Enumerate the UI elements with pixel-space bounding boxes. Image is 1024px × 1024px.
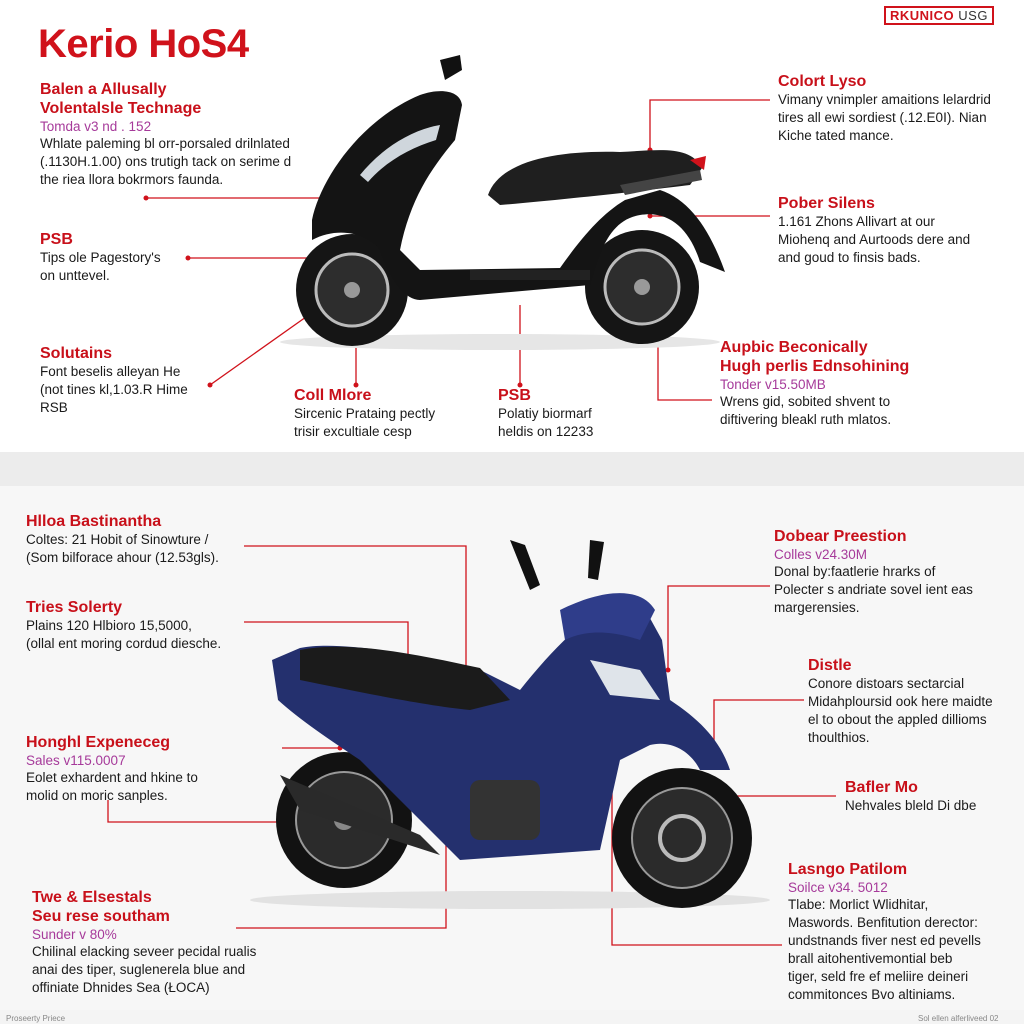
callout-text: tiger, seld fre ef meliire deineri [788, 969, 969, 984]
callout-top-2 [40, 230, 200, 285]
callout-text: Polatiy biormarf [498, 406, 592, 421]
callout-subtitle: Sunder v 80% [32, 927, 117, 942]
callout-text: RSB [40, 400, 68, 415]
logo-brand: RKUNICO [890, 8, 955, 23]
callout-heading: Seu rese southam [32, 908, 170, 925]
callout-text: Sircenic Prataing pectly [294, 406, 436, 421]
callout-text: Miohenq and Aurtoods dere and [778, 232, 971, 247]
callout-bottom-1 [26, 512, 256, 567]
callout-bottom-5 [774, 527, 1014, 617]
callout-top-5 [498, 386, 658, 441]
callout-heading: Colort Lyso [778, 73, 867, 90]
callout-text: on unttevel. [40, 268, 110, 283]
callout-heading: PSB [498, 387, 531, 404]
callout-text: commitonces Bvo altiniams. [788, 987, 956, 1002]
callout-heading: Volentalsle Technage [40, 100, 202, 117]
callout-text: tires all ewi sordiest (.12.E0I). Nian [778, 110, 987, 125]
callout-heading: Distle [808, 657, 852, 674]
callout-heading: Solutains [40, 345, 113, 362]
callout-text: diftivering bleakl ruth mlatos. [720, 412, 892, 427]
callout-text: brall aitohentivemontial beb [788, 951, 953, 966]
callout-text: Chilinal elacking seveer pecidal rualis [32, 944, 257, 959]
callout-subtitle: Soilce v34. 5012 [788, 880, 888, 895]
footer-left: Proseerty Priece [6, 1014, 66, 1023]
callout-text: anai des tiper, suglenerela blue and [32, 962, 246, 977]
callout-heading: Bafler Mo [845, 779, 918, 796]
callout-text: (ollal ent moring cordud diesche. [26, 636, 222, 651]
callout-top-3 [40, 344, 220, 417]
footer-right: Sol ellen alferliveed 02 [918, 1014, 999, 1023]
callout-heading: Pober Silens [778, 195, 875, 212]
callout-bottom-7 [845, 778, 1015, 815]
callout-subtitle: Tomda v3 nd . 152 [40, 119, 152, 134]
callout-text: undstnands fiver nest ed pevells [788, 933, 981, 948]
callout-text: the riea llora bokrmors faunda. [40, 172, 224, 187]
callout-subtitle: Colles v24.30M [774, 547, 868, 562]
callout-heading: Tries Solerty [26, 599, 123, 616]
callout-heading: Hlloa Bastinantha [26, 513, 162, 530]
scooter-image [280, 55, 725, 350]
callout-bottom-4 [32, 888, 292, 997]
callout-text: molid on moric sanples. [26, 788, 168, 803]
callout-heading: Dobear Preestion [774, 528, 907, 545]
callout-text: Coltes: 21 Hobit of Sinowture / [26, 532, 209, 547]
callout-text: (.1130H.1.00) ons trutigh tack on serime d [40, 154, 292, 169]
callout-subtitle: Sales v115.0007 [26, 753, 126, 768]
callout-text: Polecter s andriate sovel ient eas [774, 582, 973, 597]
callout-heading: Hugh perlis Ednsohining [720, 358, 910, 375]
callout-top-6 [778, 72, 1018, 145]
callout-text: (Som bilforace ahour (12.53gls). [26, 550, 219, 565]
callout-bottom-2 [26, 598, 256, 653]
callout-text: Tlabe: Morlict Wlidhitar, [788, 897, 929, 912]
callout-heading: Honghl Expeneceg [26, 734, 171, 751]
callout-text: Tips ole Pagestory's [40, 250, 161, 265]
callout-text: Nehvales bleld Di dbe [845, 798, 977, 813]
callout-top-1 [40, 80, 330, 189]
callout-text: heldis on 12233 [498, 424, 594, 439]
callout-top-4 [294, 386, 474, 441]
callout-text: 1.161 Zhons Allivart at our [778, 214, 935, 229]
callout-text: (not tines kl,1.03.R Hime [40, 382, 188, 397]
callout-text: Font beselis alleyan He [40, 364, 181, 379]
callout-heading: Lasngo Patilom [788, 861, 908, 878]
callout-text: margerensies. [774, 600, 860, 615]
callout-text: Maswords. Benfitution derector: [788, 915, 978, 930]
callout-bottom-3 [26, 733, 256, 805]
callout-text: Eolet exhardent and hkine to [26, 770, 198, 785]
callout-text: Whlate paleming bl orr-porsaled drilnlated [40, 136, 290, 151]
callout-heading: Balen a Allusally [40, 81, 167, 98]
callout-text: trisir excultiale cesp [294, 424, 412, 439]
callout-heading: Coll Mlore [294, 387, 372, 404]
callout-text: and goud to finsis bads. [778, 250, 921, 265]
logo-suffix: USG [958, 8, 988, 23]
callout-text: Plains 120 Hlbioro 15,5000, [26, 618, 192, 633]
callout-top-7 [778, 194, 1018, 267]
callout-text: el to obout the appled dillioms [808, 712, 987, 727]
callout-text: Vimany vnimpler amaitions lelardrid [778, 92, 991, 107]
callout-text: Donal by:faatlerie hrarks of [774, 564, 936, 579]
callout-text: thoulthios. [808, 730, 870, 745]
callout-bottom-6 [808, 656, 1018, 747]
callout-heading: Aupbic Beconically [720, 339, 868, 356]
callout-heading: PSB [40, 231, 73, 248]
callout-text: Conore distoars sectarcial [808, 676, 965, 691]
motorcycle-image [250, 540, 770, 909]
page-title: Kerio HoS4 [38, 22, 249, 66]
callout-heading: Twe & Elsestals [32, 889, 152, 906]
callout-subtitle: Tonder v15.50MB [720, 377, 826, 392]
callout-bottom-8 [788, 860, 1018, 1004]
callout-text: Midahploursid ook here maidte [808, 694, 993, 709]
callout-text: offiniate Dhnides Sea (ŁOCA) [32, 980, 210, 995]
callout-text: Kiche tated mance. [778, 128, 894, 143]
callout-top-8 [720, 338, 1010, 429]
callout-text: Wrens gid, sobited shvent to [720, 394, 891, 409]
